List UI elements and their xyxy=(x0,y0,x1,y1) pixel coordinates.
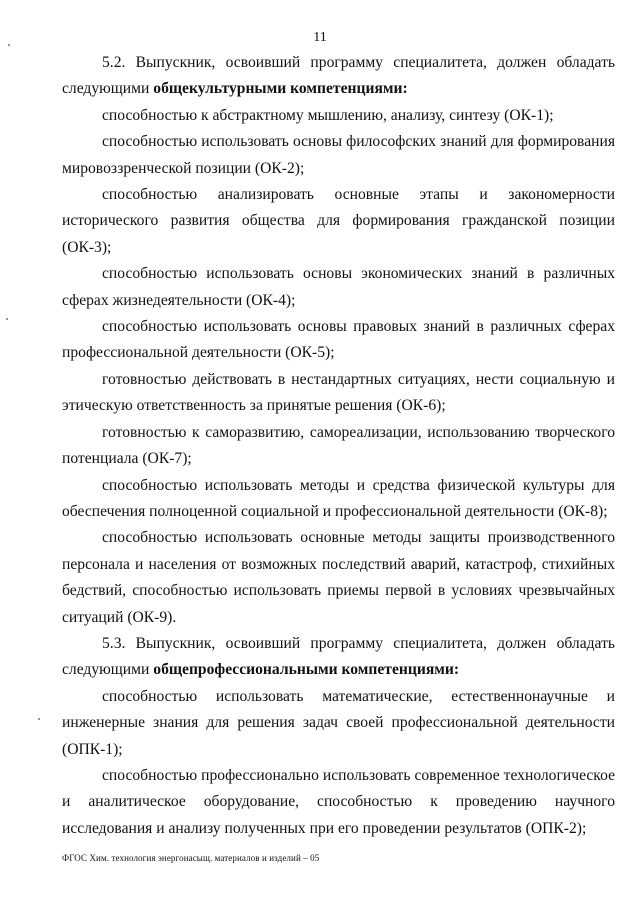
section-5-2-heading xyxy=(62,50,615,103)
scan-speck xyxy=(6,318,8,320)
competency-ok-2: способностью использовать основы философских знаний для формирования мировоззренческой позиции (ОК-2); xyxy=(62,133,615,177)
page-number: 11 xyxy=(313,30,327,45)
competency-ok-9: способностью использовать основные методы защиты производственного персонала и населения от возможных последствий аварий, катастроф, стихийных бедствий, способностью использовать приемы первой в условиях чрезвычайных ситуаций (ОК-9). xyxy=(62,529,615,626)
section-5-3-intro: 5.3. Выпускник, освоивший программу специалитета, должен обладать следующими xyxy=(62,634,615,679)
section-5-3-bold-term: общепрофессиональными компетенциями: xyxy=(153,661,460,679)
competency-ok-4: способностью использовать основы экономических знаний в различных сферах жизнедеятельности (ОК-4); xyxy=(62,265,615,309)
section-5-2-bold-term: общекультурными компетенциями: xyxy=(153,80,408,98)
section-5-3-heading xyxy=(62,631,615,684)
section-5-2-intro: 5.2. Выпускник, освоивший программу специалитета, должен обладать следующими xyxy=(62,54,615,98)
competency-ok-7: готовностью к саморазвитию, самореализации, использованию творческого потенциала (ОК-7); xyxy=(62,423,615,468)
competency-ok-5: способностью использовать основы правовых знаний в различных сферах профессиональной деятельности (ОК-5); xyxy=(62,318,615,362)
competency-opk-1: способностью использовать математические, естественнонаучные и инженерные знания для решения задач своей профессиональной деятельности (ОПК-1); xyxy=(62,687,615,758)
competency-ok-6: готовностью действовать в нестандартных ситуациях, нести социальную и этическую ответственность за принятые решения (ОК-6); xyxy=(62,370,615,415)
competency-ok-8: способностью использовать методы и средства физической культуры для обеспечения полноценной социальной и профессиональной деятельности (ОК-8); xyxy=(62,476,615,520)
scan-speck xyxy=(8,44,10,46)
page-footer: ФГОС Хим. технология энергонасыщ. материалов и изделий – 05 xyxy=(62,853,320,863)
competency-opk-2: способностью профессионально использовать современное технологическое и аналитическое оборудование, способностью к проведению научного исследования и анализу полученных при его проведении результатов (ОПК-2); xyxy=(62,766,615,837)
document-body xyxy=(62,50,615,842)
scan-speck xyxy=(38,718,40,720)
competency-ok-3: способностью анализировать основные этапы и закономерности исторического развития общества для формирования гражданской позиции (ОК-3); xyxy=(62,186,615,256)
competency-ok-1: способностью к абстрактному мышлению, анализу, синтезу (ОК-1); xyxy=(102,106,554,124)
